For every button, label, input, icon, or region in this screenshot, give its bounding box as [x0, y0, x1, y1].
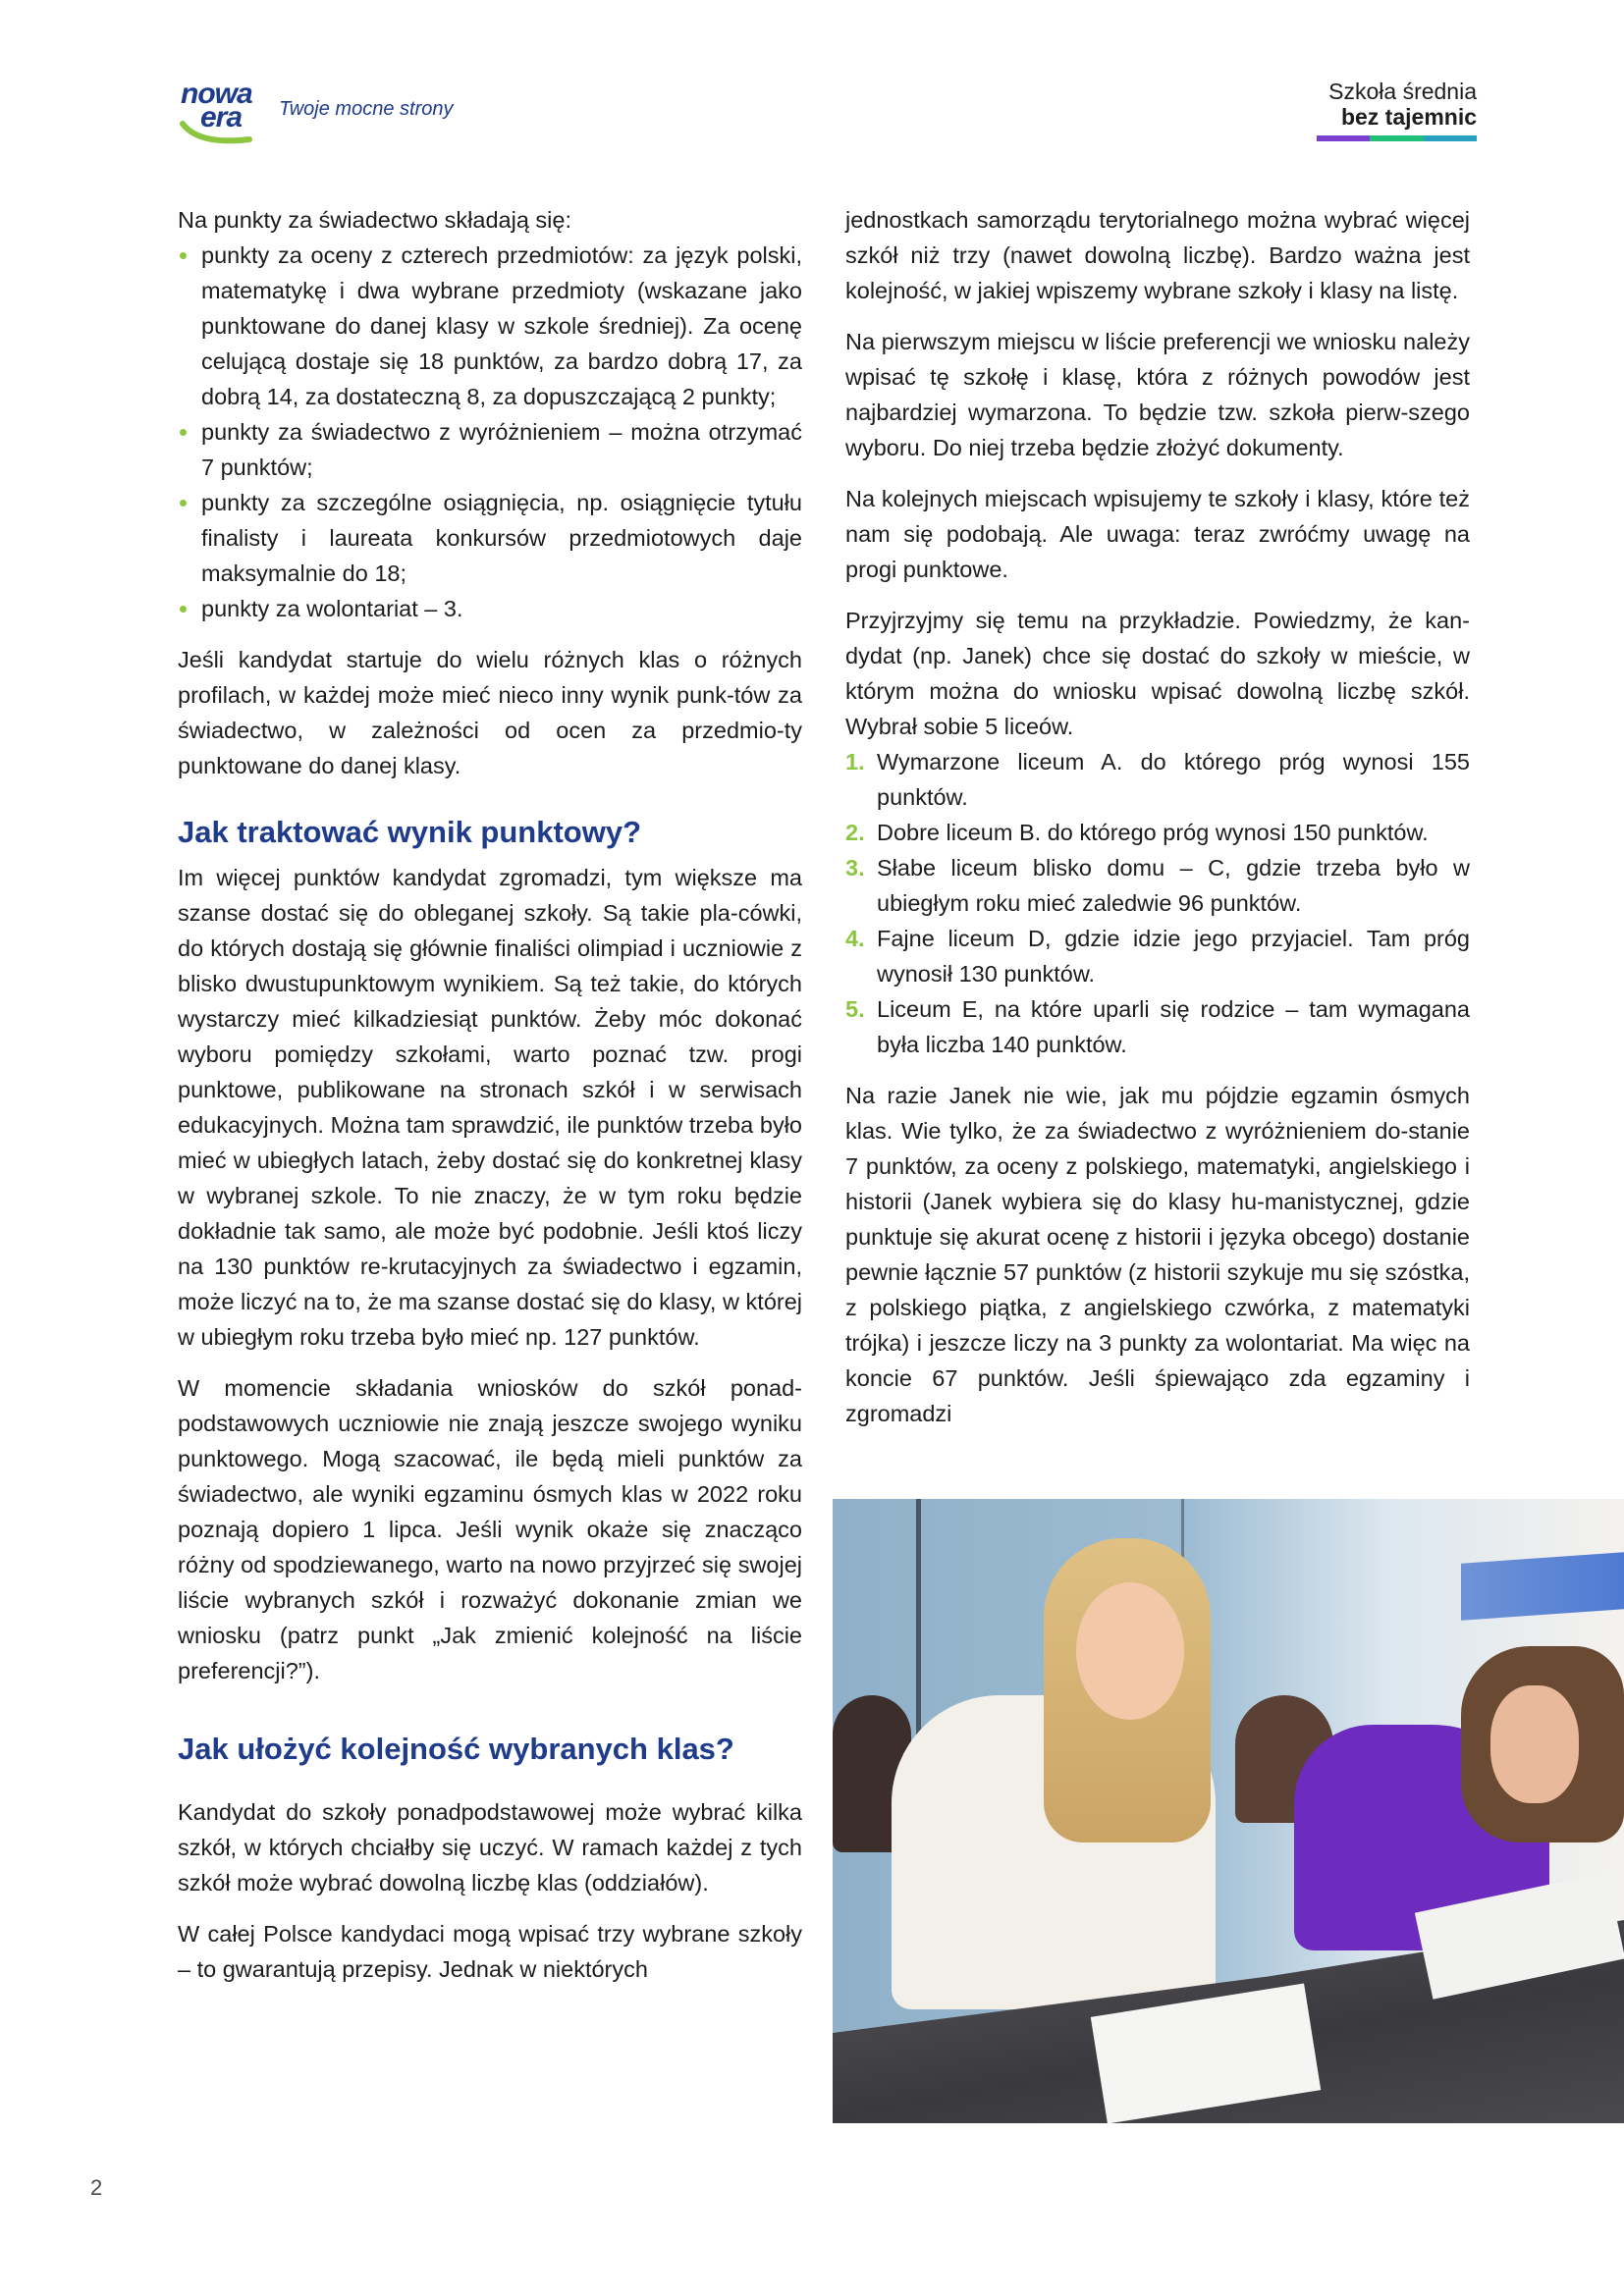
student-right-face	[1490, 1685, 1579, 1803]
logo-text-nowa: nowa	[181, 78, 252, 110]
numbered-item: 5. Liceum E, na które uparli się rodzice – tam wymagana była liczba 140 punktów.	[845, 996, 1470, 1057]
bullet-dot-icon	[180, 252, 187, 259]
paragraph-moment: W momencie składania wniosków do szkół ponad-podstawowych uczniowie nie znają jeszcze swojego wyniku punktowego. Mogą szacować, ile będą mieli punktów za świadectwo, ale wyniki egzaminu ósmych klas w 2022 roku poznają dopiero 1 lipca. Jeśli wynik okaże się znacząco różny od spodziewanego, warto na nowo przyjrzeć się swojej liście wybranych szkół i rozważyć dokonanie zmian we wniosku (patrz punkt „Jak zmienić kolejność na liście preferencji?”).	[178, 1375, 802, 1683]
bullet-item: punkty za szczególne osiągnięcia, np. osiągnięcie tytułu finalisty i laureata konkursów przedmiotowych daje maksymalnie do 18;	[178, 485, 802, 591]
color-bar-purple	[1317, 135, 1370, 141]
intro-text: Na punkty za świadectwo składają się:	[178, 207, 572, 233]
classroom-photo	[833, 1499, 1624, 2123]
bullet-dot-icon	[180, 500, 187, 507]
window-blue	[1461, 1552, 1624, 1621]
color-bar-teal	[1424, 135, 1477, 141]
numbered-item: 4. Fajne liceum D, gdzie idzie jego przyjaciel. Tam próg wynosił 130 punktów.	[845, 926, 1470, 987]
paragraph-units: jednostkach samorządu terytorialnego można wybrać więcej szkół niż trzy (nawet dowolną liczbę). Bardzo ważna jest kolejność, w jakiej wpiszemy wybrane szkoły i klasy na listę.	[845, 207, 1470, 303]
right-column	[845, 202, 1470, 1447]
left-column	[178, 202, 802, 2002]
logo-swoosh-icon	[179, 120, 257, 149]
paragraph-poland: W całej Polsce kandydaci mogą wpisać trzy wybrane szkoły – to gwarantują przepisy. Jednak w niektórych	[178, 1921, 802, 1982]
paragraph-first-choice: Na pierwszym miejscu w liście preferencji we wniosku należy wpisać tę szkołę i klasę, która z różnych powodów jest najbardziej wymarzona. To będzie tzw. szkoła pierw-szego wyboru. Do niej trzeba będzie złożyć dokumenty.	[845, 329, 1470, 460]
paragraph-candidate: Kandydat do szkoły ponadpodstawowej może wybrać kilka szkół, w których chciałby się uczyć. W ramach każdej z tych szkół może wybrać dowolną liczbę klas (oddziałów).	[178, 1799, 802, 1896]
nowa-era-logo	[179, 80, 267, 149]
numbered-item: 3. Słabe liceum blisko domu – C, gdzie trzeba było w ubiegłym roku mieć zaledwie 96 punktów.	[845, 855, 1470, 916]
page-number: 2	[90, 2175, 103, 2200]
logo-text-era: era	[200, 101, 243, 133]
numbered-item: 2. Dobre liceum B. do którego próg wynosi 150 punktów.	[845, 820, 1429, 845]
paragraph-janek: Na razie Janek nie wie, jak mu pójdzie egzamin ósmych klas. Wie tylko, że za świadectwo z wyróżnieniem do-stanie 7 punktów, za oceny z polskiego, matematyki, angielskiego i historii (Janek wybiera się do klasy hu-manistycznej, gdzie punktuje się akurat ocenę z historii i języka obcego) dostanie pewnie łącznie 57 punktów (z historii szykuje mu się szóstka, z polskiego piątka, z angielskiego czwórka, z matematyki trójka) i jeszcze liczy na 3 punkty za wolontariat. Ma więc na koncie 67 punktów. Jeśli śpiewająco zda egzaminy i zgromadzi	[845, 1083, 1470, 1426]
bullet-item: punkty za wolontariat – 3.	[178, 591, 802, 626]
bullet-item: punkty za oceny z czterech przedmiotów: za język polski, matematykę i dwa wybrane przedmioty (wskazane jako punktowane do danej klasy w szkole średniej). Za ocenę celującą dostaje się 18 punktów, za bardzo dobrą 17, za dobrą 14, za dostateczną 8, za dopuszczającą 2 punkty;	[178, 238, 802, 414]
paragraph-points: Im więcej punktów kandydat zgromadzi, tym większe ma szanse dostać się do obleganej szkoły. Są takie pla-cówki, do których dostają się głównie finaliści olimpiad i uczniowie z blisko dwustupunktowym wynikiem. Są też takie, do których wystarczy mieć kilkadziesiąt punktów. Żeby móc dokonać wyboru pomiędzy szkołami, warto poznać tzw. progi punktowe, publikowane na stronach szkół i w serwisach edukacyjnych. Można tam sprawdzić, ile punktów trzeba było mieć w ubiegłych latach, żeby dostać się do konkretnej klasy w wybranej szkole. To nie znaczy, że w tym roku będzie dokładnie tak samo, ale może być podobnie. Jeśli ktoś liczy na 130 punktów re-krutacyjnych za świadectwo i egzamin, może liczyć na to, że ma szanse dostać się do klasy, w której w ubiegłym roku trzeba było mieć np. 127 punktów.	[178, 865, 802, 1350]
student-main-face	[1076, 1582, 1184, 1720]
series-title-line1: Szkoła średnia	[1328, 79, 1477, 104]
color-bar-green	[1370, 135, 1423, 141]
paragraph-example: Przyjrzyjmy się temu na przykładzie. Powiedzmy, że kan-dydat (np. Janek) chce się dostać do szkoły w mieście, w którym można do wniosku wpisać dowolną liczbę szkół. Wybrał sobie 5 liceów.	[845, 608, 1470, 739]
bullet-item: punkty za świadectwo z wyróżnieniem – można otrzymać 7 punktów;	[178, 414, 802, 485]
schools-numbered-list	[845, 744, 1470, 1062]
paragraph-profiles: Jeśli kandydat startuje do wielu różnych klas o różnych profilach, w każdej może mieć nieco inny wynik punk-tów za świadectwo, w zależności od ocen za przedmio-ty punktowane do danej klasy.	[178, 647, 802, 778]
bullet-dot-icon	[180, 429, 187, 436]
paragraph-next-places: Na kolejnych miejscach wpisujemy te szkoły i klasy, które też nam się podobają. Ale uwaga: teraz zwróćmy uwagę na progi punktowe.	[845, 486, 1470, 582]
section-heading-points: Jak traktować wynik punktowy?	[178, 815, 642, 849]
points-bullet-list	[178, 238, 802, 626]
numbered-item: 1. Wymarzone liceum A. do którego próg wynosi 155 punktów.	[845, 749, 1470, 810]
logo-tagline: Twoje mocne strony	[279, 98, 454, 120]
series-color-bar	[1317, 135, 1477, 141]
series-brand	[1317, 79, 1477, 141]
bullet-dot-icon	[180, 606, 187, 613]
series-title-line2: bez tajemnic	[1340, 104, 1477, 130]
section-heading-order: Jak ułożyć kolejność wybranych klas?	[178, 1732, 734, 1766]
